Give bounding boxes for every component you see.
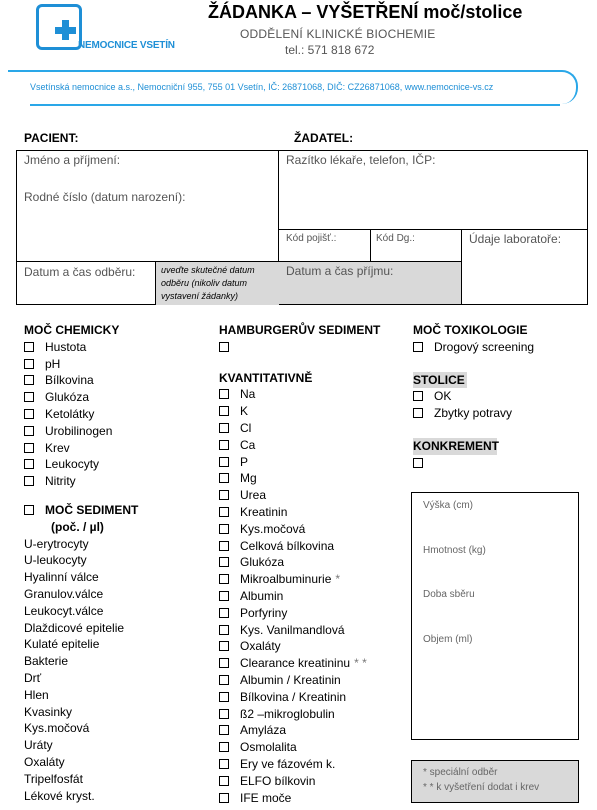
form-title: ŽÁDANKA – VYŠETŘENÍ moč/stolice [208,2,523,22]
checkbox[interactable] [24,426,34,436]
item-label: Kys. Vanilmandlová [240,622,345,637]
checkbox[interactable] [219,742,229,752]
checkbox[interactable] [24,505,34,515]
item-label: Glukóza [45,390,90,405]
item-label: Lékové kryst. [24,788,95,803]
item-label: Urobilinogen [45,423,113,438]
checklist-item-hustota[interactable] [24,339,214,356]
item-label: Leukocyt.válce [24,603,104,618]
checklist-item-uraty [24,737,214,754]
item-label: Celková bílkovina [240,538,335,553]
checklist-item-elfo-bilkovin[interactable] [219,773,409,790]
checkbox[interactable] [219,440,229,450]
checkbox[interactable] [413,408,423,418]
checklist-item-u-leukocyty [24,552,214,569]
item-label: pH [45,356,61,371]
item-label: Leukocyty [45,457,100,472]
item-label: U-leukocyty [24,553,87,568]
checklist-item-dlazdicove-epitelie [24,620,214,637]
checkbox[interactable] [413,342,423,352]
item-label: Tripelfosfát [24,771,83,786]
checklist-item-2-mikroglobulin[interactable] [219,706,409,723]
checklist-item-p[interactable] [219,454,409,471]
item-label: Krev [45,440,70,455]
konkrement-heading: KONKREMENT [413,438,499,453]
weight-field[interactable]: Hmotnost (kg) [423,545,486,556]
checklist-item-mg[interactable] [219,470,409,487]
item-label: Dlaždicové epitelie [24,620,125,635]
checklist-item-kvasinky [24,704,214,721]
checkbox[interactable] [413,458,423,468]
hamburger-sediment-checkbox[interactable] [219,339,409,356]
checklist-item-osmolalita[interactable] [219,739,409,756]
checkbox[interactable] [219,557,229,567]
item-label: Osmolalita [240,740,297,755]
checkbox[interactable] [219,406,229,416]
checklist-item-lekove-kryst [24,788,214,805]
logo-cross-bar [55,27,76,34]
address-top-line [8,70,448,72]
doctor-stamp-field[interactable]: Razítko lékaře, telefon, IČP: [286,153,436,167]
checkbox[interactable] [219,423,229,433]
checklist-item-bilkovina[interactable] [24,372,214,389]
checklist-item-hyalinni-valce [24,569,214,586]
item-label: ß2 –mikroglobulin [240,706,335,721]
checkbox[interactable] [219,675,229,685]
patient-birth-field[interactable]: Rodné číslo (datum narození): [24,190,186,204]
checklist-item-mikroalbuminurie[interactable] [219,571,409,588]
checklist-item-tripelfosfat [24,771,214,788]
urine-chemistry-column [24,322,214,804]
item-label: Bílkovina / Kreatinin [240,689,347,704]
patient-name-field[interactable]: Jméno a příjmení: [24,153,121,167]
checklist-item-zbytky-potravy[interactable] [413,405,593,422]
checkbox[interactable] [24,476,34,486]
collection-datetime-field[interactable]: Datum a čas odběru: [24,265,136,279]
checklist-item-bilkovina-kreatinin[interactable] [219,689,409,706]
checkbox[interactable] [219,776,229,786]
checkbox[interactable] [219,389,229,399]
item-label: Porfyriny [240,605,288,620]
checkbox[interactable] [219,490,229,500]
item-label: ELFO bílkovin [240,773,316,788]
toxicology-heading: MOČ TOXIKOLOGIE [413,323,528,337]
item-label: Oxaláty [24,754,65,769]
lab-data-field: Údaje laboratoře: [469,232,562,246]
checkbox[interactable] [24,342,34,352]
checkbox[interactable] [219,625,229,635]
item-label: Na [240,387,256,402]
collection-period-field[interactable]: Doba sběru [423,589,475,600]
checkbox[interactable] [219,473,229,483]
checklist-item-oxalaty [24,754,214,771]
item-label: Ery ve fázovém k. [240,756,336,771]
checkbox[interactable] [219,507,229,517]
checklist-item-albumin[interactable] [219,588,409,605]
measurement-box [411,492,579,740]
checklist-item-drogovy-screening[interactable] [413,339,593,356]
quantitative-column [219,322,409,806]
height-field[interactable]: Výška (cm) [423,500,473,511]
checklist-item-ph[interactable] [24,356,214,373]
checkbox[interactable] [24,375,34,385]
checklist-item-clearance-kreatininu[interactable] [219,655,409,672]
divider-codes [370,229,371,261]
checklist-item-ife-moce[interactable] [219,790,409,807]
checklist-item-albumin-kreatinin[interactable] [219,672,409,689]
item-label: Bakterie [24,654,69,669]
item-label: U-erytrocyty [24,536,89,551]
checklist-item-amylaza[interactable] [219,722,409,739]
checklist-item-kys-mocova [24,720,214,737]
item-label: Clearance kreatininu [240,656,351,671]
checkbox[interactable] [219,793,229,803]
checklist-item-cl[interactable] [219,420,409,437]
item-label: Oxaláty [240,639,281,654]
stool-heading: STOLICE [413,372,465,387]
checklist-item-porfyriny[interactable] [219,605,409,622]
checkbox[interactable] [219,457,229,467]
checkbox[interactable] [219,524,229,534]
checklist-item-ok[interactable] [413,388,593,405]
insurance-code-field[interactable]: Kód pojišť.: [286,233,337,244]
item-label: P [240,454,249,469]
checkbox[interactable] [24,392,34,402]
item-label: Glukóza [240,555,285,570]
item-label: Urea [240,488,267,503]
toxicology-column [413,322,593,472]
item-label: K [240,404,249,419]
item-label: Hustota [45,339,87,354]
checkbox[interactable] [413,391,423,401]
checkbox[interactable] [219,725,229,735]
checklist-item-hlen [24,687,214,704]
collection-note: uveďte skutečné datum odběru (nikoliv datum vystavení žádanky) [161,265,255,301]
item-label: IFE moče [240,790,292,805]
quantitative-heading: KVANTITATIVNĚ [219,370,313,385]
checklist-item-kulate-epitelie [24,636,214,653]
note-special: * speciální odběr [423,767,498,778]
item-label: Uráty [24,738,53,753]
checkbox[interactable] [219,591,229,601]
checklist-item-ery-ve-fazovem-k[interactable] [219,756,409,773]
divider-lab [461,229,462,305]
checklist-item-k[interactable] [219,403,409,420]
checklist-item-ketolatky[interactable] [24,406,214,423]
volume-field[interactable]: Objem (ml) [423,634,473,645]
department-name: ODDĚLENÍ KLINICKÉ BIOCHEMIE [240,27,436,41]
checkbox[interactable] [219,658,229,668]
requester-heading: ŽADATEL: [294,131,354,145]
checklist-item-u-erytrocyty [24,536,214,553]
checkbox[interactable] [219,608,229,618]
checklist-item-kreatinin[interactable] [219,504,409,521]
checkbox[interactable] [219,574,229,584]
checklist-item-celkova-bilkovina[interactable] [219,538,409,555]
konkrement-checkbox[interactable] [413,455,593,472]
checkbox[interactable] [24,459,34,469]
checklist-item-drt [24,670,214,687]
hamburger-sediment-heading: HAMBURGERŮV SEDIMENT [219,323,381,337]
checklist-item-nitrity[interactable] [24,473,214,490]
item-label: Hlen [24,687,49,702]
checkbox[interactable] [219,759,229,769]
item-label: Kys.močová [240,521,306,536]
item-label: Kulaté epitelie [24,637,100,652]
checkbox[interactable] [24,359,34,369]
checklist-item-urobilinogen[interactable] [24,423,214,440]
checkbox[interactable] [24,409,34,419]
checklist-item-kys-mocova[interactable] [219,521,409,538]
hospital-address: Vsetínská nemocnice a.s., Nemocniční 955, 755 01 Vsetín, IČ: 26871068, DIČ: CZ26871068, www.nemocnice-vs.cz [30,82,494,92]
diagnosis-code-field[interactable]: Kód Dg.: [376,233,415,244]
item-label: Granulov.válce [24,586,104,601]
receipt-datetime-field: Datum a čas příjmu: [286,264,394,278]
item-label: Kreatinin [240,504,288,519]
department-phone: tel.: 571 818 672 [285,43,375,57]
address-bottom-line [30,104,560,106]
item-label: Mg [240,471,257,486]
item-label: Kvasinky [24,704,73,719]
checklist-item-glukoza[interactable] [24,389,214,406]
checklist-item-granulov-valce [24,586,214,603]
item-label: Kys.močová [24,721,90,736]
checkbox[interactable] [24,443,34,453]
item-label: Zbytky potravy [434,406,513,421]
item-label: Ketolátky [45,406,95,421]
item-label: Cl [240,420,252,435]
note-blood: * * k vyšetření dodat i krev [423,782,540,793]
checklist-item-leukocyt-valce [24,603,214,620]
sediment-unit: (poč. / µl) [51,519,104,534]
note-marker: * * [354,656,367,671]
patient-heading: PACIENT: [24,131,79,145]
item-label: Mikroalbuminurie [240,572,332,587]
checklist-item-krev[interactable] [24,440,214,457]
note-marker: * [335,572,341,587]
item-label: Hyalinní válce [24,570,99,585]
item-label: Bílkovina [45,373,94,388]
item-label: Drť [24,670,42,685]
checkbox[interactable] [219,641,229,651]
urine-sediment-heading[interactable]: MOČ SEDIMENT [24,502,214,519]
item-label: OK [434,389,452,404]
item-label: Albumin / Kreatinin [240,672,341,687]
checklist-item-glukoza[interactable] [219,554,409,571]
checkbox[interactable] [219,342,229,352]
item-label: Drogový screening [434,339,535,354]
item-label: Amyláza [240,723,287,738]
urine-chemistry-heading: MOČ CHEMICKY [24,323,120,337]
checklist-item-bakterie [24,653,214,670]
checklist-item-na[interactable] [219,386,409,403]
divider-requester-mid [278,229,588,230]
checkbox[interactable] [219,692,229,702]
item-label: Ca [240,437,256,452]
checklist-item-ca[interactable] [219,437,409,454]
item-label: Nitrity [45,474,76,489]
checklist-item-oxalaty[interactable] [219,638,409,655]
logo-text: NEMOCNICE VSETÍN [78,40,175,51]
checkbox[interactable] [219,541,229,551]
checklist-item-kys-vanilmandlova[interactable] [219,622,409,639]
checklist-item-urea[interactable] [219,487,409,504]
checklist-item-leukocyty[interactable] [24,456,214,473]
item-label: Albumin [240,588,284,603]
checkbox[interactable] [219,709,229,719]
